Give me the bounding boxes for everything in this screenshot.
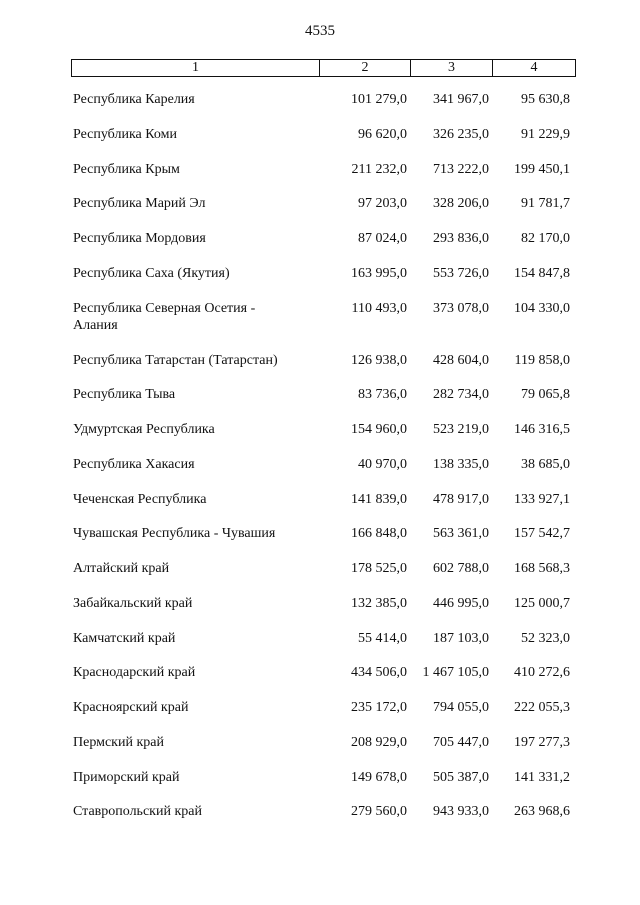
value-column-2: 55 414,0 <box>358 630 407 646</box>
column-header-1: 1 <box>192 60 199 75</box>
table-row <box>0 664 640 699</box>
table-row <box>0 230 640 265</box>
value-column-2: 178 525,0 <box>351 561 407 576</box>
value-column-3: 553 726,0 <box>433 265 489 281</box>
value-column-2: 434 506,0 <box>351 665 407 681</box>
value-column-3: 705 447,0 <box>433 734 489 750</box>
table-row <box>0 300 640 352</box>
value-column-2: 211 232,0 <box>351 161 407 177</box>
region-name: Приморский край <box>73 769 180 785</box>
table-row <box>0 769 640 804</box>
value-column-3: 428 604,0 <box>433 352 489 368</box>
value-column-3: 563 361,0 <box>433 526 489 542</box>
value-column-3: 293 836,0 <box>433 231 489 246</box>
value-column-2: 97 203,0 <box>358 196 407 212</box>
table-row <box>0 491 640 526</box>
value-column-2: 163 995,0 <box>351 265 407 281</box>
value-column-4: 91 781,7 <box>521 196 570 212</box>
region-name: Республика Крым <box>73 161 180 177</box>
value-column-4: 91 229,9 <box>521 126 570 142</box>
region-name: Республика Мордовия <box>73 231 206 246</box>
value-column-4: 95 630,8 <box>521 92 570 107</box>
value-column-4: 119 858,0 <box>514 352 570 368</box>
value-column-4: 125 000,7 <box>514 595 570 611</box>
table-row <box>0 560 640 595</box>
value-column-2: 166 848,0 <box>351 526 407 542</box>
region-name: Республика Тыва <box>73 387 176 403</box>
column-header-4: 4 <box>492 60 575 76</box>
value-column-2: 40 970,0 <box>358 456 407 472</box>
column-header-2: 2 <box>319 60 410 76</box>
value-column-3: 328 206,0 <box>433 196 489 212</box>
table-row <box>0 161 640 196</box>
table-row <box>0 630 640 665</box>
value-column-2: 87 024,0 <box>358 231 407 246</box>
value-column-3: 341 967,0 <box>433 92 489 107</box>
value-column-4: 263 968,6 <box>514 804 570 820</box>
value-column-4: 154 847,8 <box>514 265 570 281</box>
value-column-2: 235 172,0 <box>351 700 407 715</box>
table-row <box>0 525 640 560</box>
region-name: Республика Татарстан (Татарстан) <box>73 352 278 368</box>
value-column-4: 79 065,8 <box>521 387 570 403</box>
value-column-3: 523 219,0 <box>433 422 489 437</box>
table-row <box>0 595 640 630</box>
region-name: Чеченская Республика <box>73 491 207 507</box>
region-name: Пермский край <box>73 734 164 750</box>
value-column-3: 282 734,0 <box>433 387 489 403</box>
value-column-2: 110 493,0 <box>351 300 407 316</box>
value-column-3: 446 995,0 <box>433 595 489 611</box>
table-body <box>0 91 640 838</box>
value-column-2: 101 279,0 <box>351 92 407 107</box>
table-header <box>71 59 576 77</box>
region-name: Республика Саха (Якутия) <box>73 265 230 281</box>
value-column-4: 157 542,7 <box>514 526 570 542</box>
value-column-2: 208 929,0 <box>351 734 407 750</box>
value-column-3: 602 788,0 <box>433 561 489 576</box>
table-row <box>0 421 640 456</box>
table-row <box>0 734 640 769</box>
value-column-2: 126 938,0 <box>351 352 407 368</box>
table-row <box>0 803 640 838</box>
value-column-3: 326 235,0 <box>433 126 489 142</box>
region-name: Республика Марий Эл <box>73 196 206 212</box>
value-column-2: 279 560,0 <box>351 804 407 820</box>
value-column-3: 713 222,0 <box>433 161 489 177</box>
value-column-2: 96 620,0 <box>358 126 407 142</box>
value-column-3: 505 387,0 <box>433 769 489 785</box>
region-name: Республика Хакасия <box>73 456 195 472</box>
region-name: Красноярский край <box>73 700 189 715</box>
value-column-3: 794 055,0 <box>433 700 489 715</box>
value-column-4: 38 685,0 <box>521 456 570 472</box>
value-column-4: 104 330,0 <box>514 300 570 316</box>
value-column-2: 149 678,0 <box>351 769 407 785</box>
table-row <box>0 265 640 300</box>
region-name: Ставропольский край <box>73 804 202 820</box>
column-header-3: 3 <box>410 60 492 76</box>
value-column-3: 138 335,0 <box>433 456 489 472</box>
region-name: Республика Северная Осетия - Алания <box>73 300 256 333</box>
value-column-3: 373 078,0 <box>433 300 489 316</box>
value-column-3: 187 103,0 <box>433 630 489 646</box>
value-column-3: 943 933,0 <box>433 804 489 820</box>
value-column-2: 141 839,0 <box>351 491 407 507</box>
region-name: Забайкальский край <box>73 595 193 611</box>
value-column-3: 478 917,0 <box>433 491 489 507</box>
table-row <box>0 699 640 734</box>
value-column-2: 154 960,0 <box>351 422 407 437</box>
page-number: 4535 <box>305 23 335 39</box>
region-name: Камчатский край <box>73 630 176 646</box>
value-column-4: 146 316,5 <box>514 422 570 437</box>
value-column-4: 222 055,3 <box>514 700 570 715</box>
value-column-4: 141 331,2 <box>514 769 570 785</box>
table-row <box>0 352 640 387</box>
value-column-4: 410 272,6 <box>514 665 570 681</box>
value-column-3: 1 467 105,0 <box>422 665 489 681</box>
table-row <box>0 91 640 126</box>
value-column-4: 82 170,0 <box>521 231 570 246</box>
region-name: Удмуртская Республика <box>73 422 215 437</box>
value-column-4: 197 277,3 <box>514 734 570 750</box>
value-column-2: 132 385,0 <box>351 595 407 611</box>
table-row <box>0 386 640 421</box>
region-name: Республика Коми <box>73 126 177 142</box>
table-row <box>0 195 640 230</box>
value-column-4: 168 568,3 <box>514 561 570 576</box>
value-column-4: 199 450,1 <box>514 161 570 177</box>
value-column-4: 133 927,1 <box>514 491 570 507</box>
region-name: Алтайский край <box>73 561 170 576</box>
table-row <box>0 126 640 161</box>
value-column-4: 52 323,0 <box>521 630 570 646</box>
value-column-2: 83 736,0 <box>358 387 407 403</box>
region-name: Республика Карелия <box>73 92 195 107</box>
region-name: Чувашская Республика - Чувашия <box>73 526 276 542</box>
region-name: Краснодарский край <box>73 665 196 681</box>
table-row <box>0 456 640 491</box>
